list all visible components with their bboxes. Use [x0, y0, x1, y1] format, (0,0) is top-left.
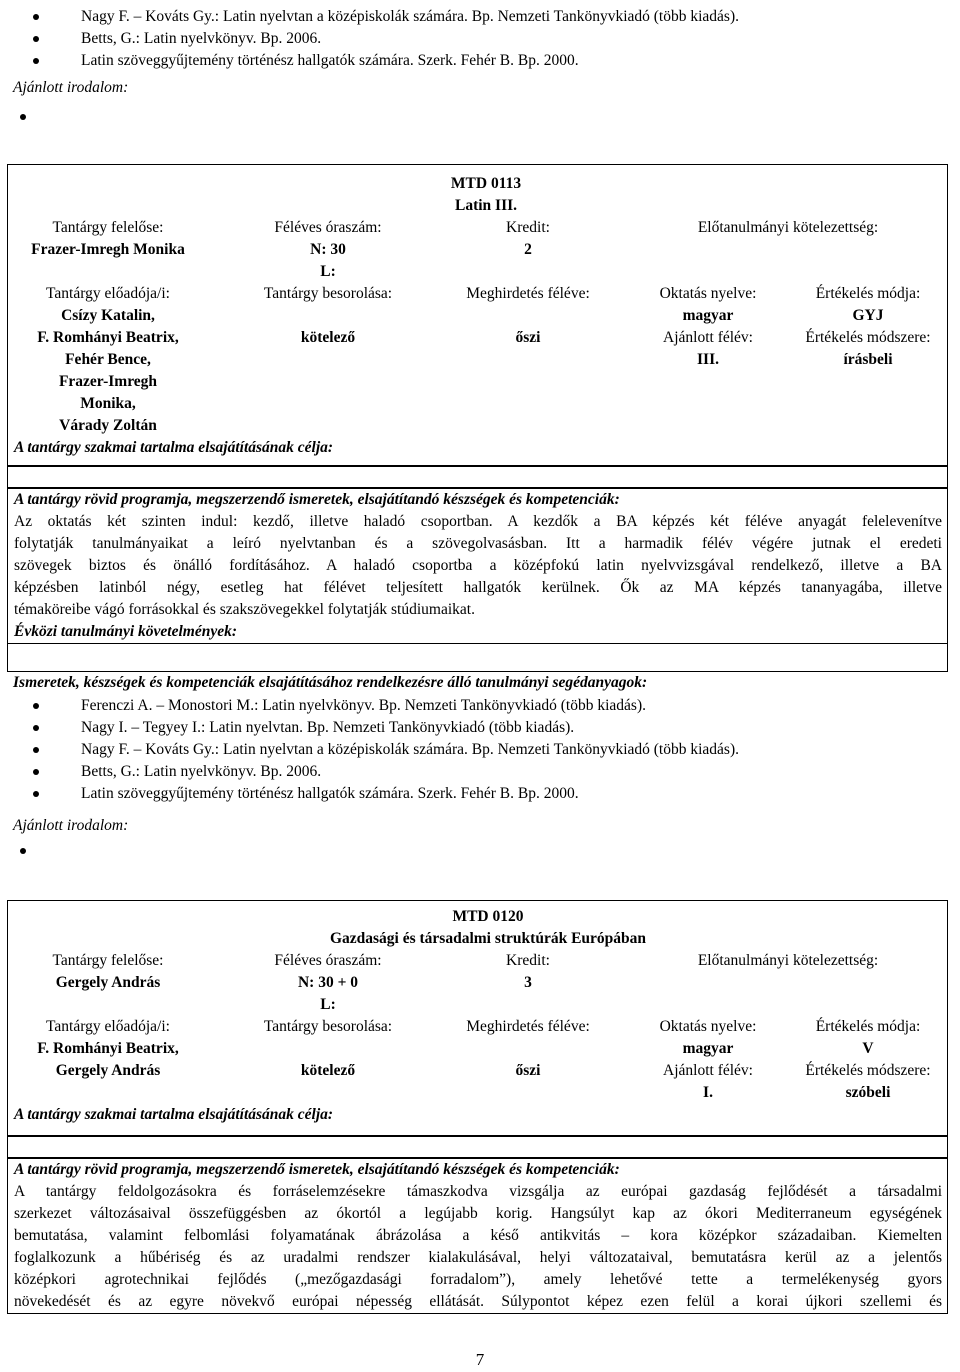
program-text: A tantárgy feldolgozásokra és forráselemzésekre támaszkodva vizsgálja az európai gazdaság fejlődését a társadalmi szerkezet változásaival összefüggésben az ókortól a legújabb korig. Hangsúlyt kap az ókori Mediterraneum egységének bemutatása, valamint felbomlási folyamatának ábrázolása a késő antikvitás – kora középkor századaiban. Kiemelten foglalkozunk a hűbériség és az uradalmi rendszer kialakulásával, helyi változataival, bemutatásra kerül az a jelentős középkori agrotechnikai fejlődés („mezőgazdasági forradalom”), amely lehetővé tette a termelékenység gyors növekedését és az egyre növekvő európai népesség ellátását. Súlypontot képez ezen felül a korai újkori szellemi és — [14, 1183, 942, 1310]
bullet-icon — [33, 58, 39, 64]
course-table-mtd0113 — [7, 164, 948, 466]
hours-label: Féléves óraszám: — [274, 952, 382, 969]
language-value: magyar — [682, 1040, 734, 1057]
goal-label: A tantárgy szakmai tartalma elsajátításának célja: — [14, 439, 334, 456]
bullet-icon — [33, 769, 39, 775]
list-item: Nagy F. – Kováts Gy.: Latin nyelvtan a középiskolák számára. Bp. Nemzeti Tankönyvkiadó (több kiadás). — [13, 6, 948, 28]
lecturer-name: Csízy Katalin, — [61, 307, 155, 324]
classification-label: Tantárgy besorolása: — [263, 1018, 393, 1035]
semester-value: őszi — [515, 1062, 541, 1079]
lecturer-label: Tantárgy előadója/i: — [46, 285, 170, 302]
program-label: A tantárgy rövid programja, megszerzendő ismeretek, elsajátítandó készségek és kompetenciák: — [14, 491, 620, 508]
divider — [8, 643, 947, 644]
hours-l: L: — [320, 263, 336, 280]
program-text: Az oktatás két szinten indul: kezdő, illetve haladó csoportban. A kezdők a BA képzés két féléve anyagát felelevenítve folytatják tanulmányaikat a leíró nyelvtanban és a szövegolvasásban. Itt a harmadik félév végére jutnak el eredeti szövegek biztos és önálló fordításához. A haladó csoportba a középfokú latin nyelvvizsgával rendelkező, illetve a BA képzésben latinból négy, esetleg hat félévet teljesített hallgatók kerülnek. Ők az MA képzés tananyagába, illetve témaköreibe vágó forrásokkal és szakszövegekkel folytatják stúdiumaikat. — [14, 513, 942, 618]
evaluation-method-value: szóbeli — [845, 1084, 891, 1101]
recommended-semester-value: III. — [697, 351, 719, 368]
requirements-label: Évközi tanulmányi követelmények: — [14, 623, 238, 640]
semester-value: őszi — [515, 329, 541, 346]
evaluation-label: Értékelés módja: — [815, 285, 921, 302]
bullet-icon — [33, 747, 39, 753]
recommended-semester-label: Ajánlott félév: — [663, 1062, 753, 1079]
goal-label: A tantárgy szakmai tartalma elsajátításának célja: — [14, 1106, 334, 1123]
list-item: Nagy F. – Kováts Gy.: Latin nyelvtan a középiskolák számára. Bp. Nemzeti Tankönyvkiadó (több kiadás). — [13, 739, 948, 761]
materials-heading: Ismeretek, készségek és kompetenciák elsajátításához rendelkezésre álló tanulmányi segédanyagok: — [13, 674, 648, 691]
language-label: Oktatás nyelve: — [659, 1018, 757, 1035]
classification-value: kötelező — [300, 329, 356, 346]
evaluation-method-label: Értékelés módszere: — [805, 329, 931, 346]
course-title: Latin III. — [454, 197, 518, 214]
semester-label: Meghirdetés féléve: — [466, 285, 590, 302]
course-table-mtd0120 — [7, 900, 948, 1136]
evaluation-method-value: írásbeli — [843, 351, 893, 368]
list-item: Ferenczi A. – Monostori M.: Latin nyelvkönyv. Bp. Nemzeti Tankönyvkiadó (több kiadás). — [13, 695, 948, 717]
evaluation-value: V — [862, 1040, 874, 1057]
recommended-literature-heading: Ajánlott irodalom: — [13, 817, 129, 834]
bullet-icon — [33, 703, 39, 709]
prerequisite-label: Előtanulmányi kötelezettség: — [697, 952, 879, 969]
lecturer-name: F. Romhányi Beatrix, — [37, 329, 179, 346]
lecturer-name: Fehér Bence, — [65, 351, 151, 368]
lecturer-name: Várady Zoltán — [59, 417, 157, 434]
responsible-name: Gergely András — [55, 974, 161, 991]
language-value: magyar — [682, 307, 734, 324]
recommended-semester-value: I. — [703, 1084, 713, 1101]
lecturer-name: F. Romhányi Beatrix, — [37, 1040, 179, 1057]
program-box-mtd0120 — [7, 1158, 948, 1314]
evaluation-value: GYJ — [852, 307, 884, 324]
recommended-semester-label: Ajánlott félév: — [663, 329, 753, 346]
list-item: Betts, G.: Latin nyelvkönyv. Bp. 2006. — [13, 28, 948, 50]
hours-n: N: 30 — [310, 241, 346, 258]
bullet-icon — [33, 725, 39, 731]
list-item: Betts, G.: Latin nyelvkönyv. Bp. 2006. — [13, 761, 948, 783]
top-literature-list — [13, 6, 948, 72]
list-item: Nagy I. – Tegyey I.: Latin nyelvtan. Bp. Nemzeti Tankönyvkiadó (több kiadás). — [13, 717, 948, 739]
bullet-icon — [33, 14, 39, 20]
credit-label: Kredit: — [506, 219, 550, 236]
goal-empty-row — [7, 1136, 948, 1158]
lecturer-name: Frazer-Imregh — [58, 373, 158, 390]
credit-value: 3 — [524, 974, 532, 991]
recommended-literature-heading: Ajánlott irodalom: — [13, 79, 129, 96]
hours-l: L: — [320, 996, 336, 1013]
course-title: Gazdasági és társadalmi struktúrák Európában — [329, 930, 647, 947]
course-code: MTD 0113 — [450, 175, 522, 192]
credit-label: Kredit: — [506, 952, 550, 969]
hours-label: Féléves óraszám: — [274, 219, 382, 236]
goal-empty-row — [7, 466, 948, 488]
responsible-name: Frazer-Imregh Monika — [31, 241, 185, 258]
responsible-label: Tantárgy felelőse: — [52, 952, 164, 969]
materials-list — [13, 695, 948, 805]
responsible-label: Tantárgy felelőse: — [52, 219, 164, 236]
bullet-icon — [20, 848, 26, 854]
course-code: MTD 0120 — [452, 908, 524, 925]
bullet-icon — [33, 36, 39, 42]
list-item: Latin szöveggyűjtemény történész hallgatók számára. Szerk. Fehér B. Bp. 2000. — [13, 783, 948, 805]
credit-value: 2 — [524, 241, 532, 258]
classification-value: kötelező — [300, 1062, 356, 1079]
lecturer-label: Tantárgy előadója/i: — [46, 1018, 170, 1035]
list-item: Latin szöveggyűjtemény történész hallgatók számára. Szerk. Fehér B. Bp. 2000. — [13, 50, 948, 72]
program-label: A tantárgy rövid programja, megszerzendő ismeretek, elsajátítandó készségek és kompetenciák: — [14, 1161, 620, 1178]
semester-label: Meghirdetés féléve: — [466, 1018, 590, 1035]
prerequisite-label: Előtanulmányi kötelezettség: — [697, 219, 879, 236]
language-label: Oktatás nyelve: — [659, 285, 757, 302]
classification-label: Tantárgy besorolása: — [263, 285, 393, 302]
bullet-icon — [33, 791, 39, 797]
hours-n: N: 30 + 0 — [297, 974, 359, 991]
bullet-icon — [20, 114, 26, 120]
lecturer-name: Monika, — [80, 395, 136, 412]
program-box-mtd0113 — [7, 488, 948, 672]
lecturer-name: Gergely András — [55, 1062, 161, 1079]
evaluation-label: Értékelés módja: — [815, 1018, 921, 1035]
page-number: 7 — [475, 1350, 485, 1369]
evaluation-method-label: Értékelés módszere: — [805, 1062, 931, 1079]
